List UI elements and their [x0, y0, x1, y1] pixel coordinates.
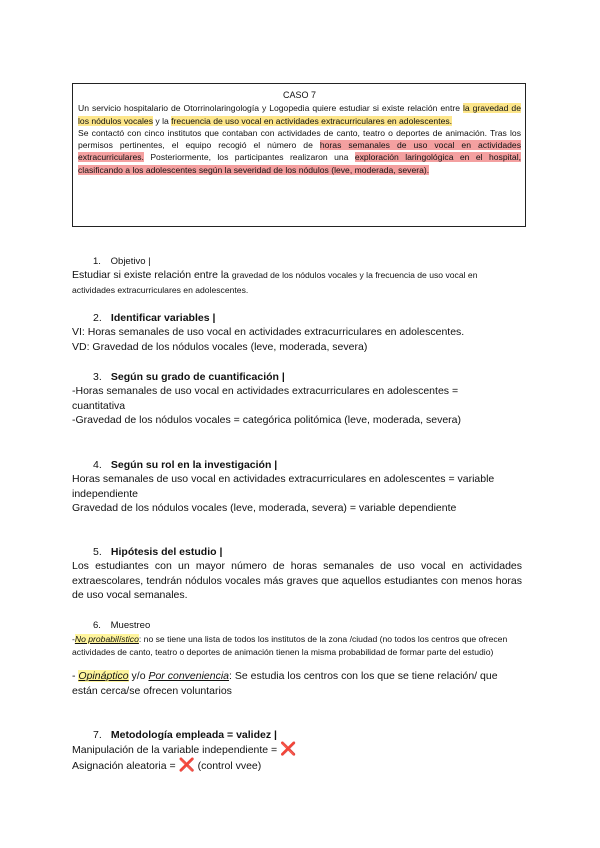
section-hipotesis	[72, 546, 522, 603]
section-heading: 2. Identificar variables |	[93, 312, 216, 324]
vd-line: VD: Gravedad de los nódulos vocales (leve, moderada, severa)	[72, 340, 368, 353]
vi-line: VI: Horas semanales de uso vocal en actividades extracurriculares en adolescentes.	[72, 326, 465, 338]
manipulation-line: Manipulación de la variable independiente = ❌	[72, 741, 297, 756]
section-heading: 1. Objetivo |	[93, 256, 151, 267]
section-heading: 5. Hipótesis del estudio |	[93, 546, 223, 558]
highlight-hours: horas semanales de uso vocal en actividades extracurriculares.	[78, 140, 521, 163]
cross-mark-icon: ❌	[280, 741, 297, 756]
section-heading: 7. Metodología empleada = validez |	[93, 729, 277, 741]
highlight-frequency: frecuencia de uso vocal en actividades extracurriculares en adolescentes.	[171, 115, 453, 126]
section-heading: 4. Según su rol en la investigación |	[93, 459, 278, 471]
random-assignment-line: Asignación aleatoria = ❌ (control vvee)	[72, 756, 262, 772]
opinatico-line: - Opináptico y/o Por conveniencia: Se estudia los centros con los que se tiene relación/ que están cerca/se ofrecen voluntarios	[72, 670, 498, 697]
quantification-line-1: -Horas semanales de uso vocal en actividades extracurriculares en adolescentes = cuantitativa	[72, 385, 459, 412]
role-line-1: Horas semanales de uso vocal en actividades extracurriculares en adolescentes = variable independiente	[72, 473, 495, 500]
case-paragraph-1: Un servicio hospitalario de Otorrinolaringología y Logopedia quiere estudiar si existe relación entre la gravedad de los nódulos vocales y la frecuencia de uso vocal en actividades extracurriculares en adolescentes.	[78, 103, 521, 126]
section-heading: 3. Según su grado de cuantificación |	[93, 371, 285, 383]
section-heading: 6. Muestreo	[93, 620, 151, 631]
opinatico-label: Opináptico	[78, 670, 129, 682]
highlight-exploration: exploración laringológica en el hospital, clasificando a los adolescentes según la severidad de los nódulos (leve, moderada, severa).	[78, 152, 521, 175]
case-title: CASO 7	[282, 90, 316, 100]
quantification-line-2: -Gravedad de los nódulos vocales = categórica politómica (leve, moderada, severa)	[72, 414, 461, 426]
section-objetivo	[72, 256, 522, 297]
role-line-2: Gravedad de los nódulos vocales (leve, moderada, severa) = variable dependiente	[72, 502, 457, 514]
no-probabilistico-label: No probabilístico	[74, 634, 139, 644]
case-box	[72, 83, 526, 227]
section-metodologia	[72, 729, 522, 773]
section-muestreo	[72, 620, 522, 698]
hypothesis-text: Los estudiantes con un mayor número de horas semanales de uso vocal en actividades extraescolares, tendrán nódulos vocales más graves que aquellos estudiantes con menos horas de uso vocal semanales.	[72, 560, 522, 601]
cross-mark-icon: ❌	[178, 756, 195, 772]
section-body: Estudiar si existe relación entre la gravedad de los nódulos vocales y la frecuencia de uso vocal en actividades extracurriculares en adolescentes.	[72, 269, 478, 295]
case-paragraph-2: Se contactó con cinco institutos que contaban con actividades de canto, teatro o deportes de animación. Tras los permisos pertinentes, el equipo recogió el número de horas semanales de uso vocal en actividades extracurriculares. Posteriormente, los participantes realizaron una exploración laringológica en el hospital, clasificando a los adolescentes según la severidad de los nódulos (leve, moderada, severa).	[78, 127, 521, 175]
section-variables	[72, 312, 522, 354]
section-rol	[72, 459, 522, 516]
no-probabilistico-line: -No probabilístico: no se tiene una lista de todos los institutos de la zona /ciudad (no todos los centros que ofrecen actividades de canto, teatro o deportes de animación tienen la misma probabilidad de formar parte del estudio)	[72, 634, 508, 657]
section-cuantificacion	[72, 371, 522, 428]
conveniencia-label: Por conveniencia	[148, 670, 230, 682]
highlight-dependent-variable: la gravedad de los nódulos vocales	[78, 103, 521, 126]
